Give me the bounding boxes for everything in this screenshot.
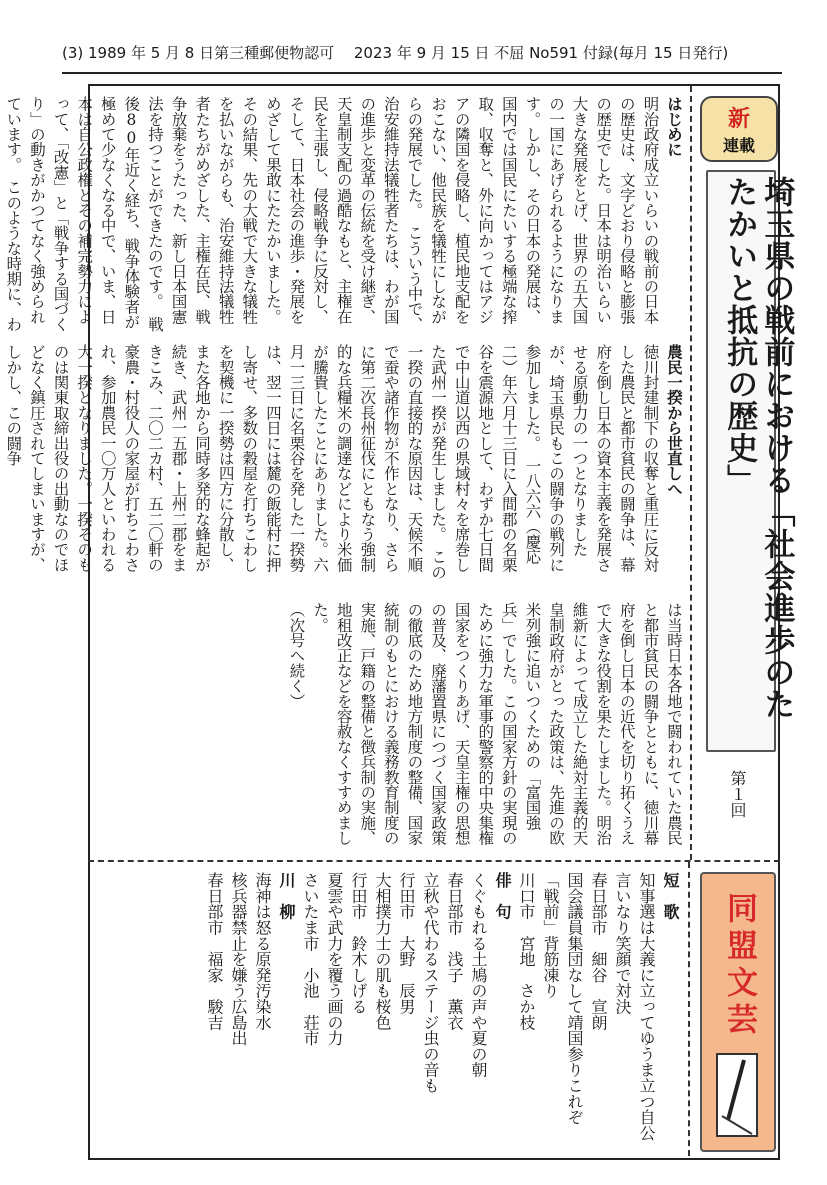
haiku-1: くぐもれる土鳩の声や夏の朝: [469, 872, 488, 1078]
section-heading: 農民一揆から世直しへ: [665, 344, 683, 496]
header-rule: [62, 72, 782, 74]
bungei-title: 同盟文芸: [721, 892, 757, 1040]
senryu-1: 海神は怒る原発汚染水: [253, 872, 272, 1031]
haiku-2-author: 行田市 大野 辰男: [397, 872, 416, 1015]
haiku-4: 夏雲や武力を覆う画の力: [325, 872, 344, 1046]
haiku-2: 立秋や代わるステージ虫の音も: [421, 872, 440, 1094]
page-header: [62, 42, 782, 66]
tanka-2-author: 川口市 宮地 さか枝: [517, 872, 536, 1031]
haiku-1-author: 春日部市 浅子 薫衣: [445, 872, 464, 1031]
article-text-1: 明治政府成立いらいの戦前の日本の歴史は、文字どおり侵略と膨張の歴史でした。日本は明治いらい大きな発展をとげ、世界の五大国の一国にあげられるようになります。しかし、その日本の発展は、国内では国民にたいする極端な搾取、収奪と、外に向かってはアジアの隣国を侵略し、植民地支配をおこない、他民族を犠牲にしながらの発展でした。 こういう中で、治安維持法犠牲者たちは、わが国の進歩と変革の伝統を受け継ぎ、天皇制支配の過酷なもと、主権在民を主張し、侵略戦争に反対し、そして、日本社会の進歩・発展をめざして果敢にたたかいました。その結果、先の大戦で大きな犠牲を払いながらも、治安維持法犠牲者たちがめざした、主権在民、戦争放棄をうたった、新し日本国憲法を持つことができたのです。 戦後80年近く経ち、戦争体験者が極めて少なくなる中で、いま、日本は自公政権とその補完勢力によって、「改憲」と「戦争する国づくり」の動きがかつてなく強められています。 このような時期に、わ: [4, 96, 660, 332]
tanka-2: 国会議員集団なして靖国参りこれぞ「戦前」背筋凍り: [541, 872, 584, 1125]
article-column-2: [4, 344, 685, 584]
intro-heading: はじめに: [665, 96, 683, 157]
senryu-2-author: 春日部市 福家 駿吉: [205, 872, 224, 1031]
title-divider: [690, 86, 692, 860]
article-title: 埼玉県の戦前における「社会進歩のたたかいと抵抗の歴史」: [721, 176, 795, 720]
header-text: (3) 1989 年 5 月 8 日第三種郵便物認可 2023 年 9 月 15 日 不屈 No591 付録(毎月 15 日発行): [62, 44, 729, 62]
haiku-heading: 俳 句: [493, 872, 512, 920]
badge-series-text: 連載: [722, 136, 755, 155]
haiku-4-author: さいたま市 小池 荘市: [301, 872, 320, 1046]
new-serial-badge: [700, 96, 778, 162]
continued-note: （次号へ続く）: [287, 602, 306, 709]
horizontal-divider: [88, 860, 780, 862]
tanka-1: 知事選は大義に立ってゆうま立つ自公言いなり笑顔で対決: [613, 872, 656, 1141]
senryu-heading: 川 柳: [277, 872, 296, 920]
pen-icon: [714, 1050, 760, 1140]
article-column-3: [95, 602, 685, 847]
poems-area: [202, 872, 682, 1152]
part-number: 第１回: [728, 770, 747, 818]
haiku-3: 大相撲力士の肌も桜色: [373, 872, 392, 1031]
senryu-2: 核兵器禁止を嫌う広島出: [229, 872, 248, 1046]
article-column-1: [4, 96, 685, 336]
article-text-3: は当時日本各地で闘われていた農民と都市貧民の闘争とともに、徳川幕府を倒し日本の近代を切り拓くうえで大きな役割を果たしました。明治維新によって成立した絶対主義的天皇制政府がとった政策は、先進の欧米列強に追いつくための「富国強兵」でした。この国家方針の実現のために強力な軍事的警察的中央集権国家をつくりあげ、天皇主権の思想の普及、廃藩置県につづく国家政策の徹底のため地方制度の整備、国家統制のもとにおける義務教育制度の実施、戸籍の整備と徴兵制の実施、地租改正などを容赦なくすすめました。: [311, 602, 683, 846]
tanka-heading: 短 歌: [661, 872, 680, 920]
tanka-1-author: 春日部市 細谷 宣朗: [589, 872, 608, 1031]
bungei-divider: [688, 862, 690, 1156]
article-text-2: 徳川封建制下の収奪と重圧に反対した農民と都市貧民の闘争は、幕府を倒し日本の資本主義を発展させる原動力の一つとなりましたが、埼玉県民もこの闘争の戦列に参加しました。 一八六六（慶応二）年六月十三日に入間郡の名栗谷を震源地として、わずか七日間で中山道以西の県域村々を席巻した武州一揆が発生しました。 この一揆の直接的な原因は、天候不順で蚕や諸作物が不作となり、さらに第二次長州征伐にともなう強制的な兵糧米の調達などにより米価が騰貴したことにありました。六月一三日に名栗谷を発した一揆勢は、翌一四日には麓の飯能村に押し寄せ、多数の穀屋を打ちこわしを契機に一揆勢は四方に分散し、また各地から同時多発的な蜂起が続き、武州一五郡・上州二郡をまきこみ、二〇二カ村、五二〇軒の豪農・村役人の家屋が打ちこわされ、参加農民一〇万人といわれる大一揆となりました。一揆そのものは関東取締出役の出動なのでほどなく鎮圧されてしまいますが、しかし、この闘争: [4, 344, 660, 580]
badge-new-text: 新: [727, 107, 750, 132]
haiku-3-author: 行田市 鈴木しげる: [349, 872, 368, 1015]
